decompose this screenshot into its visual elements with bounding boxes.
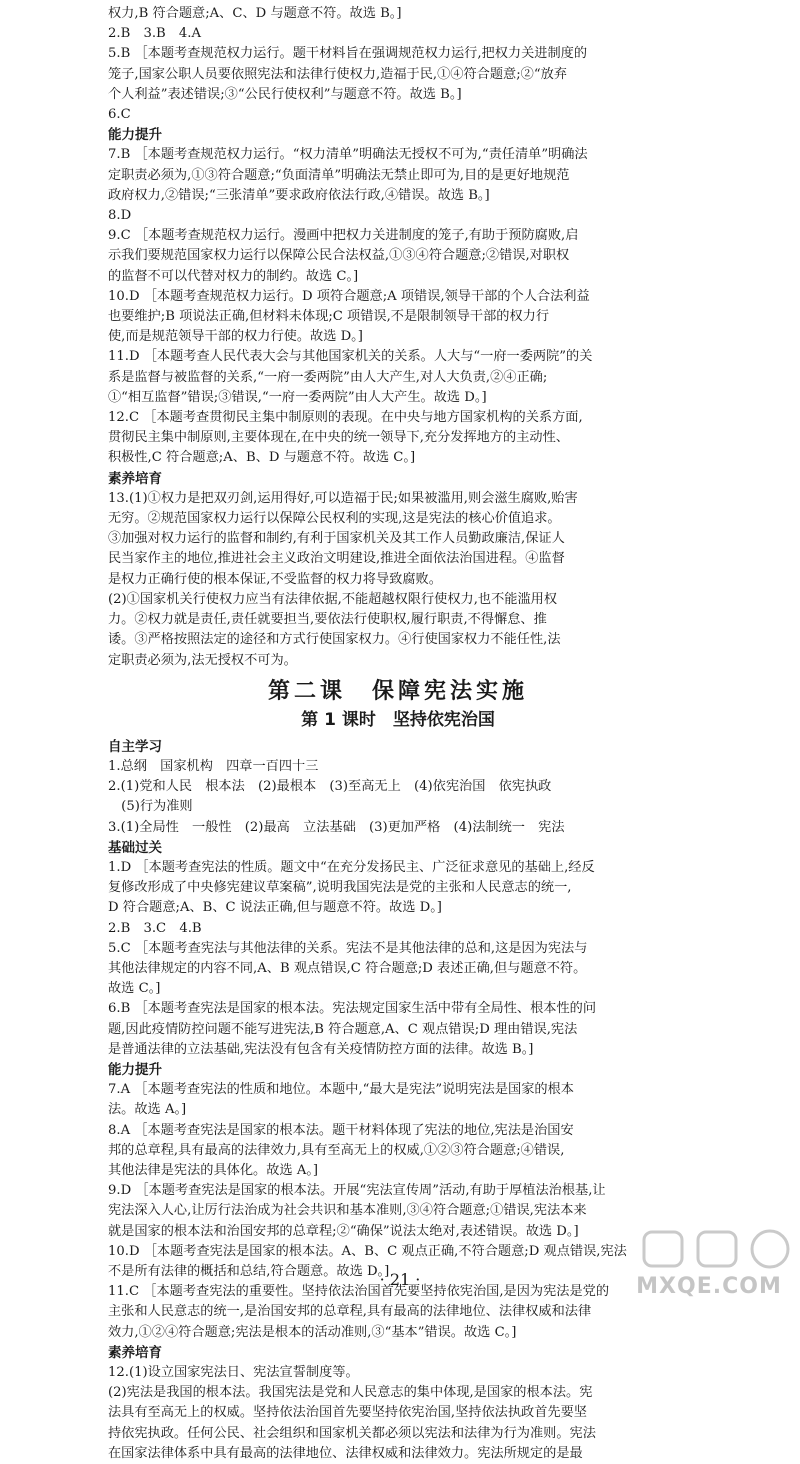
text-line: 法。故选 A。] — [108, 1102, 187, 1118]
text-line: ③加强对权力运行的监督和制约,有利于国家机关及其工作人员勤政廉洁,保证人 — [108, 531, 565, 547]
text-line: 2.B 3.B 4.A — [108, 26, 202, 42]
text-line: 10.D ［本题考查宪法是国家的根本法。A、B、C 观点正确,不符合题意;D 观点错误,宪法 — [108, 1243, 627, 1259]
text-line: 示我们要规范国家权力运行以保障公民合法权益,①③④符合题意;②错误,对职权 — [108, 248, 570, 264]
text-line: 积极性,C 符合题意;A、B、D 与题意不符。故选 C。] — [108, 450, 416, 466]
text-line: 使,而是规范领导干部的权力行使。故选 D。] — [108, 329, 363, 345]
watermark-badge-icon — [642, 1226, 792, 1272]
text-line: 诿。③严格按照法定的途径和方式行使国家权力。④行使国家权力不能任性,法 — [108, 632, 561, 648]
section-heading: 素养培育 — [108, 1344, 162, 1361]
text-line: 10.D ［本题考查规范权力运行。D 项符合题意;A 项错误,领导干部的个人合法利益 — [108, 288, 590, 304]
text-line: 就是国家的根本法和治国安邦的总章程;②“确保”说法太绝对,表述错误。故选 D。] — [108, 1223, 579, 1239]
answer-page — [108, 4, 688, 1464]
text-line: 12.C ［本题考查贯彻民主集中制原则的表现。在中央与地方国家机构的关系方面, — [108, 410, 583, 426]
text-line: 5.B ［本题考查规范权力运行。题干材料旨在强调规范权力运行,把权力关进制度的 — [108, 46, 588, 62]
text-line: (5)行为准则 — [108, 799, 193, 815]
text-line: 9.D ［本题考查宪法是国家的根本法。开展“宪法宣传周”活动,有助于厚植法治根基,让 — [108, 1183, 606, 1199]
text-line: 7.A ［本题考查宪法的性质和地位。本题中,“最大是宪法”说明宪法是国家的根本 — [108, 1082, 574, 1098]
text-line: 6.C — [108, 107, 131, 123]
text-line: 8.D — [108, 208, 132, 224]
text-line: 8.A ［本题考查宪法是国家的根本法。题干材料体现了宪法的地位,宪法是治国安 — [108, 1122, 574, 1138]
text-line: 效力,①②④符合题意;宪法是根本的活动准则,③“基本”错误。故选 C。] — [108, 1324, 517, 1340]
text-line: D 符合题意;A、B、C 说法正确,但与题意不符。故选 D。] — [108, 900, 442, 916]
text-line: 11.C ［本题考查宪法的重要性。坚持依法治国首先要坚持依宪治国,是因为宪法是党的 — [108, 1284, 610, 1300]
text-line: 贯彻民主集中制原则,主要体现在,在中央的统一领导下,充分发挥地方的主动性、 — [108, 430, 569, 446]
text-line: 3.(1)全局性 一般性 (2)最高 立法基础 (3)更加严格 (4)法制统一 宪法 — [108, 819, 565, 835]
text-line: 其他法律是宪法的具体化。故选 A。] — [108, 1162, 319, 1178]
text-line: 5.C ［本题考查宪法与其他法律的关系。宪法不是其他法律的总和,这是因为宪法与 — [108, 940, 588, 956]
text-line: 主张和人民意志的统一,是治国安邦的总章程,具有最高的法律地位、法律权威和法律 — [108, 1304, 592, 1320]
section-heading: 素养培育 — [108, 470, 162, 487]
text-line: 13.(1)①权力是把双刃剑,运用得好,可以造福于民;如果被滥用,则会滋生腐败,贻害 — [108, 490, 578, 506]
text-line: 持依宪执政。任何公民、社会组织和国家机关都必须以宪法和法律为行为准则。宪法 — [108, 1425, 596, 1441]
text-line: 是普通法律的立法基础,宪法没有包含有关疫情防控方面的法律。故选 B。] — [108, 1041, 534, 1057]
text-line: 宪法深入人心,让厉行法治成为社会共识和基本准则,③④符合题意;①错误,宪法本来 — [108, 1203, 587, 1219]
text-line: 2.B 3.C 4.B — [108, 920, 202, 936]
section-heading: 自主学习 — [108, 738, 162, 755]
text-line: 系是监督与被监督的关系,“一府一委两院”由人大产生,对人大负责,②④正确; — [108, 369, 548, 385]
text-line: 11.D ［本题考查人民代表大会与其他国家机关的关系。人大与“一府一委两院”的关 — [108, 349, 593, 365]
text-line: 9.C ［本题考查规范权力运行。漫画中把权力关进制度的笼子,有助于预防腐败,启 — [108, 228, 579, 244]
section-heading: 基础过关 — [108, 839, 162, 856]
text-line: 权力,B 符合题意;A、C、D 与题意不符。故选 B。] — [108, 6, 402, 21]
text-line: (2)①国家机关行使权力应当有法律依据,不能超越权限行使权力,也不能滥用权 — [108, 591, 558, 607]
section-heading: 能力提升 — [108, 127, 162, 144]
text-line: ①“相互监督”错误;③错误,“一府一委两院”由人大产生。故选 D。] — [108, 389, 487, 405]
text-line: 笼子,国家公职人员要依照宪法和法律行使权力,造福于民,①④符合题意;②“放弃 — [108, 66, 567, 82]
lesson-title: 第二课 保障宪法实施 — [267, 678, 528, 704]
text-line: 邦的总章程,具有最高的法律效力,具有至高无上的权威,①②③符合题意;④错误, — [108, 1142, 565, 1158]
text-line: 其他法律规定的内容不同,A、B 观点错误,C 符合题意;D 表述正确,但与题意不符。 — [108, 960, 587, 976]
text-line: 定职责必须为,①③符合题意;“负面清单”明确法无禁止即可为,目的是更好地规范 — [108, 167, 570, 183]
text-line: 是权力正确行使的根本保证,不受监督的权力将导致腐败。 — [108, 571, 442, 587]
text-line: 7.B ［本题考查规范权力运行。“权力清单”明确法无授权不可为,“责任清单”明确法 — [108, 147, 588, 163]
text-line: 1.D ［本题考查宪法的性质。题文中“在充分发扬民主、广泛征求意见的基础上,经反 — [108, 859, 595, 875]
text-line: 的监督不可以代替对权力的制约。故选 C。] — [108, 268, 359, 284]
watermark-logo — [624, 1222, 794, 1304]
lesson-subtitle: 第 1 课时 坚持依宪治国 — [301, 709, 495, 730]
text-line: 法具有至高无上的权威。坚持依法治国首先要坚持依宪治国,坚持依法执政首先要坚 — [108, 1405, 587, 1421]
watermark-site: MXQE.COM — [636, 1274, 782, 1299]
text-line: 也要维护;B 项说法正确,但材料未体现;C 项错误,不是限制领导干部的权力行 — [108, 309, 550, 325]
text-line: 复修改形成了中央修宪建议草案稿”,说明我国宪法是党的主张和人民意志的统一, — [108, 880, 572, 896]
text-line: 力。②权力就是责任,责任就要担当,要依法行使职权,履行职责,不得懈怠、推 — [108, 612, 547, 628]
text-line: 不是所有法律的概括和总结,符合题意。故选 D。] — [108, 1263, 390, 1279]
text-line: 个人利益”表述错误;③“公民行使权利”与题意不符。故选 B。] — [108, 86, 462, 102]
text-line: 6.B ［本题考查宪法是国家的根本法。宪法规定国家生活中带有全局性、根本性的问 — [108, 1001, 597, 1017]
text-line: 题,因此疫情防控问题不能写进宪法,B 符合题意,A、C 观点错误;D 理由错误,宪法 — [108, 1021, 578, 1037]
text-line: (2)宪法是我国的根本法。我国宪法是党和人民意志的集中体现,是国家的根本法。宪 — [108, 1385, 593, 1401]
text-line: 无穷。②规范国家权力运行以保障公民权利的实现,这是宪法的核心价值追求。 — [108, 511, 561, 527]
page-number: · 21 · — [379, 1270, 421, 1289]
text-line: 定职责必须为,法无授权不可为。 — [108, 652, 297, 668]
text-line: 政府权力,②错误;“三张清单”要求政府依法行政,④错误。故选 B。] — [108, 187, 490, 203]
text-line: 12.(1)设立国家宪法日、宪法宣誓制度等。 — [108, 1365, 359, 1380]
text-line: 1.总纲 国家机构 四章一百四十三 — [108, 758, 319, 774]
section-heading: 能力提升 — [108, 1061, 162, 1078]
text-line: 民当家作主的地位,推进社会主义政治文明建设,推进全面依法治国进程。④监督 — [108, 551, 565, 567]
text-line: 2.(1)党和人民 根本法 (2)最根本 (3)至高无上 (4)依宪治国 依宪执政 — [108, 779, 552, 795]
text-line: 在国家法律体系中具有最高的法律地位、法律权威和法律效力。宪法所规定的是最 — [108, 1445, 583, 1461]
text-line: 故选 C。] — [108, 981, 161, 997]
